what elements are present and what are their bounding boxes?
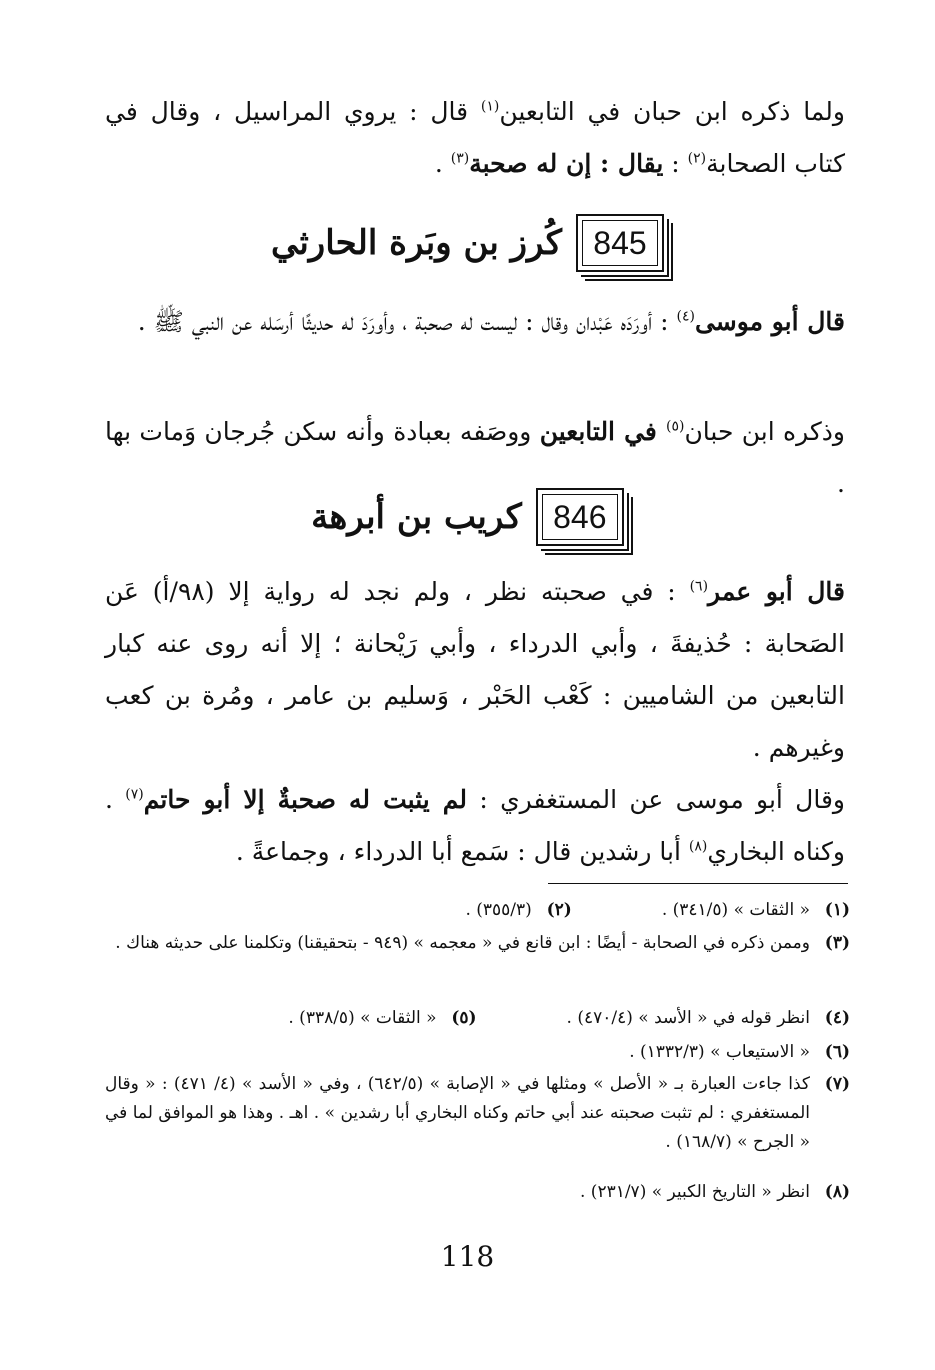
footnote-number: (١)	[824, 900, 850, 920]
entry-846-paragraph-1	[105, 566, 845, 774]
entry-number: 846	[553, 498, 607, 535]
paragraph-text: وذكره ابن حبان	[684, 417, 845, 446]
entry-heading-846	[0, 488, 935, 546]
entry-number: 845	[593, 224, 647, 261]
footnote-text: كذا جاءت العبارة بـ « الأصل » ومثلها في « الإصابة » (٦٤٢/٥) ، وفي « الأسد » (٤/ ٤٧١) : « وقال المستغفري : لم تثبت صحبته عند أبي حاتم وكناه البخاري أبا رشدين » . اهـ . وهذا هو الموافق لما في « الجرح » (١٦٨/٧) .	[105, 1074, 810, 1152]
footnote-text: « الثقات » (٣٤١/٥) .	[661, 900, 810, 920]
paragraph-text: . وكناه البخاري	[105, 785, 845, 866]
paragraph-text: أبا رشدين قال : سَمع أبا الدرداء ، وجماعةً .	[235, 837, 689, 866]
footnote-text: (٣٥٥/٣) .	[465, 900, 532, 920]
footnote-row	[105, 1004, 850, 1033]
footnote-number: (٢)	[546, 900, 572, 920]
footnote-row	[105, 896, 850, 925]
footnote-ref: (٧)	[125, 786, 144, 803]
footnote-number: (٨)	[824, 1182, 850, 1202]
intro-text: ولما ذكره ابن حبان في التابعين	[499, 97, 845, 126]
bold-text: في التابعين	[539, 417, 666, 446]
footnote-text: انظر قوله في « الأسد » (٤٧٠/٤) .	[566, 1008, 810, 1028]
entry-title: كريب بن أبرهة	[311, 497, 522, 537]
entry-number-box	[536, 488, 624, 546]
footnote-text: « الاستيعاب » (١٣٣٢/٣) .	[629, 1042, 810, 1062]
paragraph-text: ووصَفه بعبادة وأنه سكن جُرجان وَمات بها .	[105, 417, 845, 498]
footnote-number: (٣)	[824, 933, 850, 953]
footnote-ref: (٦)	[689, 578, 709, 595]
narrator-name: قال أبو موسى	[694, 307, 845, 336]
footnote-number: (٧)	[824, 1074, 850, 1094]
footnote-text: انظر « التاريخ الكبير » (٢٣١/٧) .	[579, 1182, 810, 1202]
footnote-number: (٦)	[824, 1042, 850, 1062]
intro-text: :	[663, 149, 688, 178]
footnote	[105, 1070, 850, 1157]
intro-text: قال : يروي المراسيل ، وقال في كتاب الصحابة	[105, 97, 845, 178]
footnote-ref: (٨)	[688, 838, 708, 855]
footnote-number: (٥)	[451, 1008, 477, 1028]
entry-846-paragraph-2	[105, 774, 845, 878]
footnote-ref: (٥)	[665, 418, 685, 435]
footnote	[105, 1178, 850, 1207]
entry-title: كُرز بن وبَرة الحارثي	[270, 223, 562, 263]
entry-number-box	[576, 214, 664, 272]
footnote-ref: (٢)	[687, 150, 707, 167]
entry-845-paragraph-1	[105, 296, 845, 348]
entry-heading-845	[0, 214, 935, 272]
paragraph-text: وقال أبو موسى عن المستغفري :	[467, 785, 845, 814]
intro-text: .	[434, 149, 451, 178]
footnote-ref: (١)	[480, 98, 500, 115]
bold-text: لم يثبت له صحبةٌ إلا أبو حاتم	[143, 785, 468, 814]
footnote	[105, 929, 850, 958]
footnote-separator	[548, 883, 848, 884]
paragraph-text: : في صحبته نظر ، ولم نجد له رواية إلا (٩٨/أ) عَن الصَحابة : حُذيفةَ ، وأبي الدرداء ، وأبي رَيْحانة ؛ إلا أنه روى عنه كبار التابعين من الشاميين : كَعْب الحَبْر ، وَسليم بن عامر ، ومُرة بن كعب وغيرهم .	[105, 577, 845, 762]
paragraph-text: : أورَدَه عَبْدان وقال : ليست له صحبة ، وأورَدَ له حديثًا أرسَله عن النبي ﷺ .	[137, 307, 677, 336]
footnote	[105, 1038, 850, 1067]
intro-paragraph	[105, 86, 845, 190]
footnote-ref: (٤)	[676, 308, 695, 325]
footnote-number: (٤)	[824, 1008, 850, 1028]
footnote-text: وممن ذكره في الصحابة - أيضًا : ابن قانع في « معجمه » (٩٤٩ - بتحقيقنا) وتكلمنا على حديثه هناك .	[115, 933, 810, 953]
footnote-ref: (٣)	[450, 150, 470, 167]
narrator-name: قال أبو عمر	[708, 577, 845, 606]
spacer	[487, 1004, 557, 1033]
spacer	[582, 896, 652, 925]
intro-bold-text: يقال : إن له صحبة	[469, 149, 664, 178]
footnote-text: « الثقات » (٣٣٨/٥) .	[288, 1008, 437, 1028]
page-number: 118	[440, 1240, 495, 1273]
